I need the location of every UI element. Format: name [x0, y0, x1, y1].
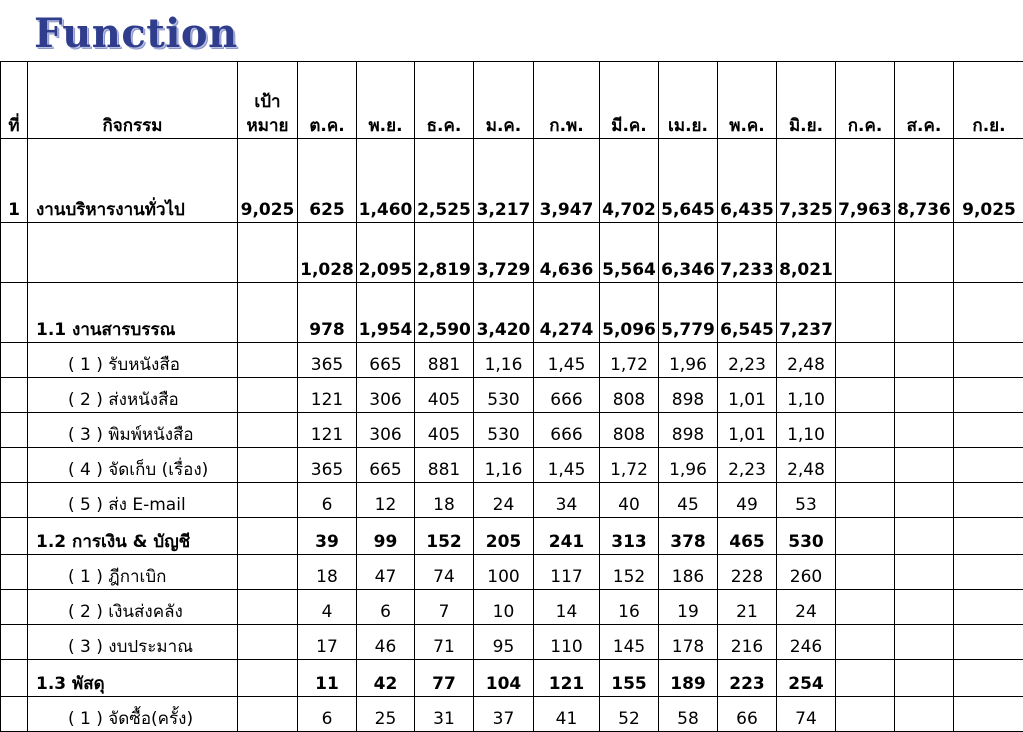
month-cell: 898: [659, 378, 718, 413]
month-cell: 254: [777, 660, 836, 697]
row-number: [1, 518, 28, 555]
month-cell: 665: [357, 343, 415, 378]
month-cell: 5,564: [600, 223, 659, 283]
month-cell: [954, 378, 1023, 413]
month-cell: 34: [534, 483, 600, 518]
month-cell: 306: [357, 413, 415, 448]
activity-cell: ( 5 ) ส่ง E-mail: [28, 483, 238, 518]
month-cell: 121: [298, 413, 357, 448]
month-cell: 18: [298, 555, 357, 590]
month-cell: 71: [415, 625, 474, 660]
month-cell: [895, 555, 954, 590]
month-cell: 6,435: [718, 139, 777, 223]
activity-cell: ( 1 ) รับหนังสือ: [28, 343, 238, 378]
month-cell: 145: [600, 625, 659, 660]
month-cell: [954, 660, 1023, 697]
month-cell: 7,963: [836, 139, 895, 223]
month-cell: 99: [357, 518, 415, 555]
table-row: [1, 283, 1023, 343]
row-number: [1, 223, 28, 283]
month-cell: 189: [659, 660, 718, 697]
month-cell: 31: [415, 697, 474, 732]
month-cell: 1,954: [357, 283, 415, 343]
row-number: [1, 555, 28, 590]
month-cell: 4: [298, 590, 357, 625]
target-cell: [238, 448, 298, 483]
month-cell: 1,72: [600, 343, 659, 378]
month-cell: 2,48: [777, 343, 836, 378]
activity-cell: 1.2 การเงิน & บัญชี: [28, 518, 238, 555]
table-row: [1, 483, 1023, 518]
month-cell: 808: [600, 378, 659, 413]
activity-cell: ( 4 ) จัดเก็บ (เรื่อง): [28, 448, 238, 483]
month-cell: 530: [777, 518, 836, 555]
table-row: [1, 555, 1023, 590]
month-cell: 6,545: [718, 283, 777, 343]
month-cell: [954, 223, 1023, 283]
month-cell: [836, 378, 895, 413]
row-number: [1, 625, 28, 660]
month-cell: 3,947: [534, 139, 600, 223]
month-cell: [954, 413, 1023, 448]
row-number: [1, 590, 28, 625]
month-cell: 19: [659, 590, 718, 625]
activity-cell: งานบริหารงานทั่วไป: [28, 139, 238, 223]
month-cell: 178: [659, 625, 718, 660]
month-cell: 2,095: [357, 223, 415, 283]
month-cell: 155: [600, 660, 659, 697]
month-cell: 216: [718, 625, 777, 660]
target-cell: [238, 590, 298, 625]
month-cell: [895, 283, 954, 343]
month-cell: 1,01: [718, 413, 777, 448]
month-cell: 12: [357, 483, 415, 518]
month-cell: 186: [659, 555, 718, 590]
month-cell: 40: [600, 483, 659, 518]
month-cell: [895, 413, 954, 448]
month-cell: [895, 518, 954, 555]
month-cell: 6: [298, 483, 357, 518]
month-cell: 8,021: [777, 223, 836, 283]
month-cell: 77: [415, 660, 474, 697]
table-row: [1, 139, 1023, 223]
month-cell: 39: [298, 518, 357, 555]
month-cell: 11: [298, 660, 357, 697]
month-cell: 37: [474, 697, 534, 732]
month-cell: 2,590: [415, 283, 474, 343]
month-cell: [954, 448, 1023, 483]
table-row: [1, 413, 1023, 448]
month-cell: 2,525: [415, 139, 474, 223]
month-cell: 223: [718, 660, 777, 697]
month-cell: 205: [474, 518, 534, 555]
month-cell: [895, 223, 954, 283]
month-cell: [836, 697, 895, 732]
month-cell: 881: [415, 343, 474, 378]
header-jun: มิ.ย.: [777, 62, 836, 139]
month-cell: 104: [474, 660, 534, 697]
table-row: [1, 625, 1023, 660]
month-cell: [954, 483, 1023, 518]
header-aug: ส.ค.: [895, 62, 954, 139]
activity-cell: 1.1 งานสารบรรณ: [28, 283, 238, 343]
month-cell: 1,10: [777, 378, 836, 413]
month-cell: 95: [474, 625, 534, 660]
month-cell: 4,636: [534, 223, 600, 283]
month-cell: [954, 590, 1023, 625]
month-cell: 41: [534, 697, 600, 732]
month-cell: 8,736: [895, 139, 954, 223]
month-cell: 1,10: [777, 413, 836, 448]
month-cell: 3,420: [474, 283, 534, 343]
month-cell: [836, 518, 895, 555]
month-cell: 5,096: [600, 283, 659, 343]
month-cell: 53: [777, 483, 836, 518]
table-row: [1, 343, 1023, 378]
month-cell: 49: [718, 483, 777, 518]
month-cell: 66: [718, 697, 777, 732]
page-title: Function: [34, 10, 238, 57]
month-cell: 46: [357, 625, 415, 660]
row-number: [1, 660, 28, 697]
month-cell: [954, 518, 1023, 555]
month-cell: 1,45: [534, 448, 600, 483]
month-cell: 3,217: [474, 139, 534, 223]
month-cell: 52: [600, 697, 659, 732]
row-number: 1: [1, 139, 28, 223]
month-cell: 365: [298, 448, 357, 483]
target-cell: [238, 660, 298, 697]
table-row: [1, 378, 1023, 413]
activity-cell: ( 3 ) พิมพ์หนังสือ: [28, 413, 238, 448]
month-cell: 14: [534, 590, 600, 625]
activity-cell: ( 1 ) จัดซื้อ(ครั้ง): [28, 697, 238, 732]
month-cell: 4,274: [534, 283, 600, 343]
month-cell: 2,23: [718, 343, 777, 378]
month-cell: 74: [777, 697, 836, 732]
activity-cell: ( 2 ) ส่งหนังสือ: [28, 378, 238, 413]
month-cell: 117: [534, 555, 600, 590]
month-cell: [954, 625, 1023, 660]
month-cell: 378: [659, 518, 718, 555]
table-row: [1, 223, 1023, 283]
month-cell: [836, 590, 895, 625]
month-cell: [954, 283, 1023, 343]
month-cell: 24: [474, 483, 534, 518]
month-cell: 1,460: [357, 139, 415, 223]
month-cell: 18: [415, 483, 474, 518]
month-cell: 313: [600, 518, 659, 555]
header-target: เป้าหมาย: [238, 62, 298, 139]
target-cell: [238, 697, 298, 732]
target-cell: [238, 283, 298, 343]
row-number: [1, 697, 28, 732]
header-may: พ.ค.: [718, 62, 777, 139]
month-cell: 121: [534, 660, 600, 697]
month-cell: 228: [718, 555, 777, 590]
month-cell: 4,702: [600, 139, 659, 223]
target-cell: [238, 518, 298, 555]
month-cell: 1,72: [600, 448, 659, 483]
month-cell: [895, 590, 954, 625]
month-cell: 24: [777, 590, 836, 625]
month-cell: 45: [659, 483, 718, 518]
header-activity: กิจกรรม: [28, 62, 238, 139]
month-cell: 7,237: [777, 283, 836, 343]
header-feb: ก.พ.: [534, 62, 600, 139]
target-cell: [238, 223, 298, 283]
target-cell: [238, 625, 298, 660]
row-number: [1, 283, 28, 343]
month-cell: [836, 343, 895, 378]
month-cell: [895, 448, 954, 483]
month-cell: 978: [298, 283, 357, 343]
activity-cell: 1.3 พัสดุ: [28, 660, 238, 697]
month-cell: 17: [298, 625, 357, 660]
month-cell: 6,346: [659, 223, 718, 283]
header-mar: มี.ค.: [600, 62, 659, 139]
month-cell: [895, 483, 954, 518]
month-cell: 152: [600, 555, 659, 590]
target-cell: [238, 343, 298, 378]
month-cell: [954, 343, 1023, 378]
month-cell: [836, 660, 895, 697]
month-cell: 121: [298, 378, 357, 413]
activity-cell: [28, 223, 238, 283]
month-cell: 1,45: [534, 343, 600, 378]
row-number: [1, 378, 28, 413]
month-cell: 7,233: [718, 223, 777, 283]
month-cell: 16: [600, 590, 659, 625]
target-cell: 9,025: [238, 139, 298, 223]
month-cell: 530: [474, 413, 534, 448]
month-cell: 10: [474, 590, 534, 625]
month-cell: 808: [600, 413, 659, 448]
table-row: [1, 590, 1023, 625]
month-cell: [895, 660, 954, 697]
table-row: [1, 660, 1023, 697]
month-cell: [836, 483, 895, 518]
header-jul: ก.ค.: [836, 62, 895, 139]
month-cell: 666: [534, 378, 600, 413]
month-cell: [895, 625, 954, 660]
month-cell: [954, 697, 1023, 732]
row-number: [1, 483, 28, 518]
month-cell: 1,028: [298, 223, 357, 283]
month-cell: 6: [298, 697, 357, 732]
activity-cell: ( 3 ) งบประมาณ: [28, 625, 238, 660]
header-apr: เม.ย.: [659, 62, 718, 139]
target-cell: [238, 555, 298, 590]
header-sep: ก.ย.: [954, 62, 1023, 139]
header-jan: ม.ค.: [474, 62, 534, 139]
month-cell: 241: [534, 518, 600, 555]
row-number: [1, 448, 28, 483]
header-nov: พ.ย.: [357, 62, 415, 139]
month-cell: 74: [415, 555, 474, 590]
target-cell: [238, 483, 298, 518]
month-cell: 7: [415, 590, 474, 625]
month-cell: 665: [357, 448, 415, 483]
month-cell: 246: [777, 625, 836, 660]
month-cell: [836, 223, 895, 283]
month-cell: 3,729: [474, 223, 534, 283]
month-cell: 260: [777, 555, 836, 590]
month-cell: 465: [718, 518, 777, 555]
month-cell: 365: [298, 343, 357, 378]
month-cell: 47: [357, 555, 415, 590]
table-row: [1, 448, 1023, 483]
month-cell: 5,779: [659, 283, 718, 343]
month-cell: 530: [474, 378, 534, 413]
month-cell: 110: [534, 625, 600, 660]
month-cell: [836, 625, 895, 660]
month-cell: [895, 343, 954, 378]
month-cell: 6: [357, 590, 415, 625]
header-dec: ธ.ค.: [415, 62, 474, 139]
month-cell: [836, 283, 895, 343]
month-cell: 881: [415, 448, 474, 483]
month-cell: [895, 697, 954, 732]
month-cell: [954, 555, 1023, 590]
month-cell: [836, 555, 895, 590]
month-cell: 1,96: [659, 343, 718, 378]
month-cell: 21: [718, 590, 777, 625]
activity-cell: ( 1 ) ฎีกาเบิก: [28, 555, 238, 590]
month-cell: 2,48: [777, 448, 836, 483]
month-cell: 42: [357, 660, 415, 697]
month-cell: 898: [659, 413, 718, 448]
row-number: [1, 343, 28, 378]
month-cell: 666: [534, 413, 600, 448]
month-cell: 25: [357, 697, 415, 732]
month-cell: [895, 378, 954, 413]
header-no: ที่: [1, 62, 28, 139]
target-cell: [238, 378, 298, 413]
month-cell: [836, 448, 895, 483]
table-header-row: [1, 62, 1023, 139]
month-cell: 152: [415, 518, 474, 555]
month-cell: 58: [659, 697, 718, 732]
row-number: [1, 413, 28, 448]
table-row: [1, 697, 1023, 732]
month-cell: 2,819: [415, 223, 474, 283]
month-cell: 5,645: [659, 139, 718, 223]
month-cell: 1,96: [659, 448, 718, 483]
target-cell: [238, 413, 298, 448]
month-cell: 7,325: [777, 139, 836, 223]
function-table: [0, 61, 1023, 732]
header-oct: ต.ค.: [298, 62, 357, 139]
table-row: [1, 518, 1023, 555]
month-cell: 1,01: [718, 378, 777, 413]
month-cell: [836, 413, 895, 448]
month-cell: 306: [357, 378, 415, 413]
month-cell: 100: [474, 555, 534, 590]
month-cell: 2,23: [718, 448, 777, 483]
month-cell: 405: [415, 378, 474, 413]
month-cell: 1,16: [474, 448, 534, 483]
month-cell: 1,16: [474, 343, 534, 378]
month-cell: 405: [415, 413, 474, 448]
month-cell: 625: [298, 139, 357, 223]
activity-cell: ( 2 ) เงินส่งคลัง: [28, 590, 238, 625]
month-cell: 9,025: [954, 139, 1023, 223]
